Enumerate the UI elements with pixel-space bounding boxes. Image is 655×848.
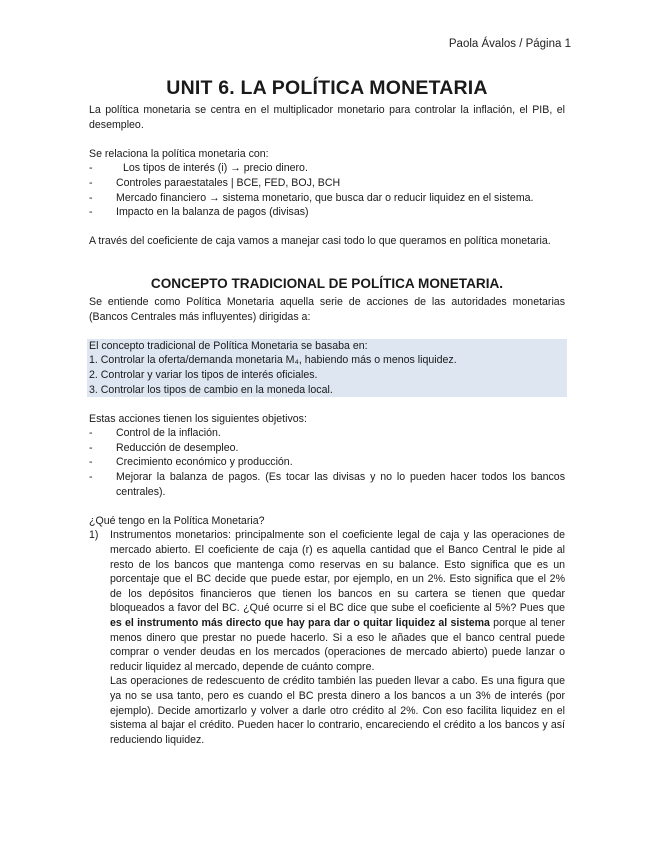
objectives-lead: Estas acciones tienen los siguientes objetivos: xyxy=(89,412,307,425)
box-lead: El concepto tradicional de Política Monetaria se basaba en: xyxy=(89,339,368,352)
coef-caja-paragraph: A través del coeficiente de caja vamos a manejar casi todo lo que queramos en política monetaria. xyxy=(89,235,551,248)
relation-list xyxy=(89,161,565,219)
redescuento-paragraph: Las operaciones de redescuento de crédito también las pueden llevar a cabo. Es una figura que ya no se usa tanto, pero es cuando el BC presta dinero a los bancos a un 3% de interés (por ejemplo). Decide amortizarlo y volver a darle otro crédito al 2%. Con eso facilita liquidez en el sistema al bajar el crédito. Pueden hacer lo contrario, encareciendo el crédito a los bancos y así reduciendo liquidez. xyxy=(110,675,565,746)
list-item: - Mejorar la balanza de pagos. (Es tocar las divisas y no lo pueden hacer todos los bancos centrales). xyxy=(89,470,565,499)
question-line: ¿Qué tengo en la Política Monetaria? xyxy=(89,514,265,527)
list-item xyxy=(89,528,565,747)
instruments-list xyxy=(89,528,565,747)
relation-lead: Se relaciona la política monetaria con: xyxy=(89,147,269,160)
page-title: UNIT 6. LA POLÍTICA MONETARIA xyxy=(166,77,488,99)
text-run: Instrumentos monetarios: principalmente son el coeficiente legal de caja y las operaciones de mercado abierto. El coeficiente de caja (r) es aquella cantidad que el Banco Central le pide al resto de los bancos que mantenga como reservas en su balance. Esto significa que es un porcentaje que el BC decide que puede estar, por ejemplo, en un 2%. Esto significa que el 2% de los depósitos financieros que tienen los bancos en su cartera se tienen que quedar bloqueados a favor del BC. ¿Qué ocurre si el BC dice que sube el coeficiente al 5%? Pues que xyxy=(110,529,565,615)
list-number: 1) xyxy=(89,529,99,542)
list-item: - Controles paraestatales | BCE, FED, BOJ, BCH xyxy=(89,176,565,191)
list-item: - Mercado financiero → sistema monetario, que busca dar o reducir liquidez en el sistema. xyxy=(89,191,565,206)
objectives-list xyxy=(89,426,565,499)
page-header: Paola Ávalos / Página 1 xyxy=(448,38,571,50)
list-item: - Control de la inflación. xyxy=(89,426,565,441)
instruments-paragraph xyxy=(110,528,565,674)
page-content xyxy=(89,76,565,747)
box-item: 3. Controlar los tipos de cambio en la moneda local. xyxy=(89,383,333,396)
highlight-box xyxy=(87,339,567,397)
list-item: - Impacto en la balanza de pagos (divisas) xyxy=(89,205,565,220)
list-item: - Crecimiento económico y producción. xyxy=(89,455,565,470)
list-item: - Reducción de desempleo. xyxy=(89,441,565,456)
box-item: 1. Controlar la oferta/demanda monetaria M₄, habiendo más o menos liquidez. xyxy=(89,354,457,367)
section-heading: CONCEPTO TRADICIONAL DE POLÍTICA MONETARIA. xyxy=(150,275,504,291)
bold-emphasis: es el instrumento más directo que hay para dar o quitar liquidez al sistema xyxy=(110,617,490,629)
box-item: 2. Controlar y variar los tipos de interés oficiales. xyxy=(89,368,318,381)
list-item: - Los tipos de interés (i) → precio dinero. xyxy=(89,161,565,176)
text-run: porque al tener menos dinero que prestar no puede hacerlo. Si a eso le añades que el banco central puede comprar o vender deudas en los mercados (operaciones de mercado abierto) puede lanzar o reducir liquidez al mercado, depende de cuánto compre. xyxy=(110,617,565,673)
intro-paragraph: La política monetaria se centra en el multiplicador monetario para controlar la inflación, el PIB, el desempleo. xyxy=(89,104,565,131)
section-intro: Se entiende como Política Monetaria aquella serie de acciones de las autoridades monetarias (Bancos Centrales más influyentes) dirigidas a: xyxy=(89,295,565,323)
